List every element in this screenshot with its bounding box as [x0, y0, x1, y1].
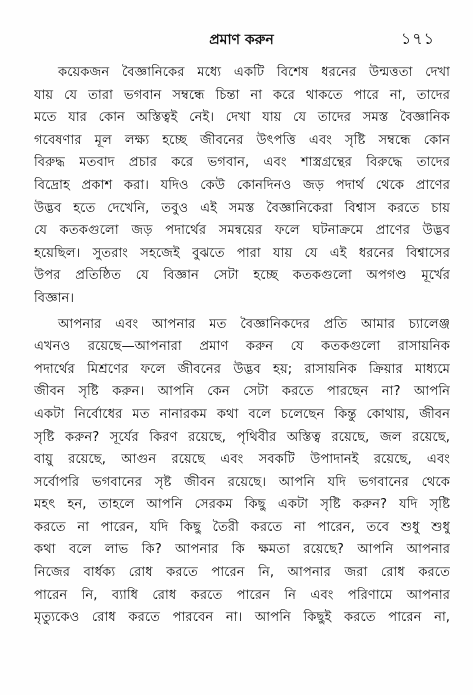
- text-line: আপনার এবং আপনার মত বৈজ্ঞানিকদের প্রতি আমার চ্যালেঞ্জ: [58, 316, 450, 332]
- paragraph-2: [34, 314, 450, 630]
- text-line: বিজ্ঞান।: [34, 290, 75, 306]
- text-line: গবেষণার মূল লক্ষ্য হচ্ছে জীবনের উৎপত্তি এবং সৃষ্টি সম্বন্ধে কোন: [34, 132, 450, 148]
- page-header: [48, 30, 435, 54]
- text-line: পদার্থের মিশ্রণের ফলে জীবনের উদ্ভব হয়; রাসায়নিক ক্রিয়ার মাধ্যমে: [34, 361, 450, 377]
- running-title: প্রমাণ করুন: [209, 32, 274, 48]
- text-line: বিরুদ্ধ মতবাদ প্রচার করে ভগবান, এবং শাস্ত্রগ্রন্থের বিরুদ্ধে তাদের: [34, 155, 450, 171]
- text-line: কথা বলে লাভ কি? আপনার কি ক্ষমতা রয়েছে? আপনি আপনার: [34, 542, 450, 558]
- text-line: মতে যার কোন অস্তিত্বই নেই। দেখা যায় যে তাদের সমস্ত বৈজ্ঞানিক: [34, 110, 450, 126]
- text-line: নিজের বার্ধক্য রোধ করতে পারেন নি, আপনার জরা রোধ করতে: [34, 565, 450, 581]
- text-line: যে কতকগুলো জড় পদার্থের সমন্বয়ের ফলে ঘটনাক্রমে প্রাণের উদ্ভব: [34, 223, 450, 239]
- text-line: বিদ্রোহ প্রকাশ করা। যদিও কেউ কোনদিনও জড় পদার্থ থেকে প্রাণের: [34, 177, 450, 193]
- text-line: হয়েছিল। সুতরাং সহজেই বুঝতে পারা যায় যে এই ধরনের বিশ্বাসের: [34, 245, 450, 261]
- text-line: যায় যে তারা ভগবান সম্বন্ধে চিন্তা না করে থাকতে পারে না, তাদের: [34, 87, 450, 103]
- text-line: সৃষ্টি করুন? সূর্যের কিরণ রয়েছে, পৃথিবীর অস্তিত্ব রয়েছে, জল রয়েছে,: [34, 429, 450, 445]
- paragraph-1: [34, 62, 450, 311]
- text-line: এখনও রয়েছে—আপনারা প্রমাণ করুন যে কতকগুলো রাসায়নিক: [34, 339, 450, 355]
- text-line: মৃত্যুকেও রোধ করতে পারবেন না। আপনি কিছুই করতে পারেন না,: [34, 610, 450, 626]
- text-line: জীবন সৃষ্টি করুন। আপনি কেন সেটা করতে পারছেন না? আপনি: [34, 384, 450, 400]
- text-line: কয়েকজন বৈজ্ঞানিকের মধ্যে একটি বিশেষ ধরনের উন্মত্ততা দেখা: [58, 65, 450, 80]
- text-line: উদ্ভব হতে দেখেনি, তবুও এই সমস্ত বৈজ্ঞানিকেরা বিশ্বাস করতে চায়: [34, 200, 450, 216]
- page-number: ১৭১: [400, 29, 435, 48]
- text-line: বায়ু রয়েছে, আগুন রয়েছে এবং সবকটি উপাদানই রয়েছে, এবং: [34, 452, 450, 468]
- text-line: করতে না পারেন, যদি কিছু তৈরী করতে না পারেন, তবে শুধু শুধু: [34, 519, 450, 535]
- body-text: [34, 62, 450, 630]
- text-line: সর্বোপরি ভগবানের সৃষ্ট জীবন রয়েছে। আপনি যদি ভগবানের থেকে: [34, 474, 450, 490]
- text-line: উপর প্রতিষ্ঠিত যে বিজ্ঞান সেটা হচ্ছে কতকগুলো অপগণ্ড মূর্খের: [34, 268, 450, 284]
- text-line: একটা নির্বোধের মত নানারকম কথা বলে চলেছেন কিন্তু কোথায়, জীবন: [34, 406, 450, 422]
- text-line: পারেন নি, ব্যাধি রোধ করতে পারেন নি এবং পরিণামে আপনার: [34, 587, 450, 603]
- text-line: মহৎ হন, তাহলে আপনি সেরকম কিছু একটা সৃষ্টি করুন? যদি সৃষ্টি: [34, 497, 450, 513]
